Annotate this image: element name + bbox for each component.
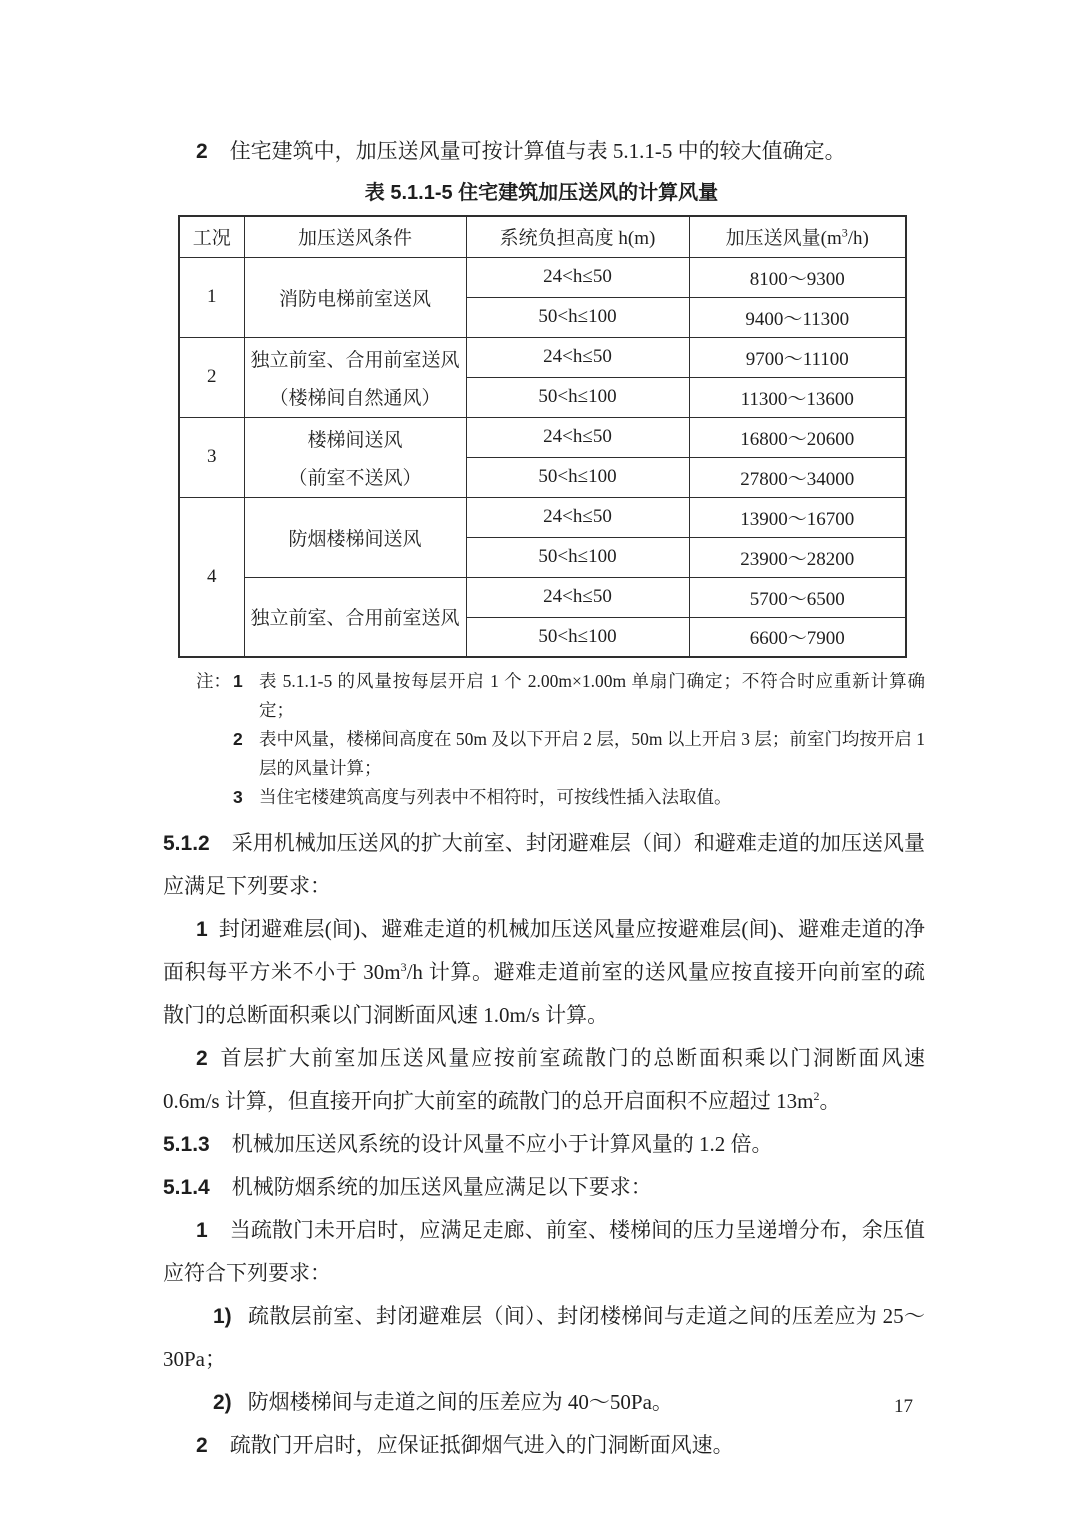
volume-cell: 6600～7900 bbox=[689, 617, 906, 657]
condition-column-header: 加压送风条件 bbox=[244, 216, 466, 257]
item-text: /h 计算。避难走道前室的送风量应按直接开向前室的疏散门的总断面积乘以门洞断面风速 1.0m/s 计算。 bbox=[163, 960, 925, 1027]
condition-cell: 防烟楼梯间送风 bbox=[244, 497, 466, 577]
volume-cell: 11300～13600 bbox=[689, 377, 906, 417]
section-text: 机械防烟系统的加压送风量应满足以下要求： bbox=[231, 1175, 652, 1199]
note-number: 2 bbox=[233, 729, 243, 749]
item-text: 疏散层前室、封闭避难层（间）、封闭楼梯间与走道之间的压差应为 25～30Pa； bbox=[163, 1304, 925, 1371]
section-text: 采用机械加压送风的扩大前室、封闭避难层（间）和避难走道的加压送风量应满足下列要求： bbox=[163, 831, 925, 898]
intro-item-number: 2 bbox=[196, 140, 208, 163]
height-range-cell: 24<h≤50 bbox=[466, 417, 689, 457]
item-number: 1) bbox=[213, 1305, 232, 1328]
note-item bbox=[163, 783, 925, 812]
intro-text: 住宅建筑中，加压送风量可按计算值与表 5.1.1-5 中的较大值确定。 bbox=[229, 139, 846, 163]
section-5-1-4-item-2 bbox=[163, 1424, 925, 1467]
document-page-content bbox=[163, 130, 925, 1467]
height-range-cell: 24<h≤50 bbox=[466, 257, 689, 297]
section-5-1-4-item-1 bbox=[163, 1209, 925, 1295]
table-row bbox=[179, 577, 906, 617]
condition-line-1: 独立前室、合用前室送风 bbox=[250, 349, 460, 371]
volume-cell: 13900～16700 bbox=[689, 497, 906, 537]
volume-header-text: 加压送风量(m bbox=[725, 228, 842, 250]
volume-cell: 23900～28200 bbox=[689, 537, 906, 577]
table-row bbox=[179, 257, 906, 297]
body-sections bbox=[163, 822, 925, 1467]
item-text: 防烟楼梯间与走道之间的压差应为 40～50Pa。 bbox=[247, 1390, 673, 1414]
note-text: 表中风量，楼梯间高度在 50m 及以下开启 2 层，50m 以上开启 3 层；前室门均按开启 1 层的风量计算； bbox=[259, 729, 925, 778]
note-text: 表 5.1.1-5 的风量按每层开启 1 个 2.00m×1.00m 单扇门确定；不符合时应重新计算确定； bbox=[259, 671, 925, 720]
note-number: 1 bbox=[233, 671, 243, 691]
volume-column-header bbox=[689, 216, 906, 257]
item-text: 首层扩大前室加压送风量应按前室疏散门的总断面积乘以门洞断面风速 0.6m/s 计算，但直接开向扩大前室的疏散门的总开启面积不应超过 13m bbox=[163, 1046, 925, 1113]
section-number: 5.1.2 bbox=[163, 832, 210, 855]
item-number: 2) bbox=[213, 1391, 232, 1414]
condition-line-1: 楼梯间送风 bbox=[307, 429, 403, 451]
section-5-1-2 bbox=[163, 822, 925, 908]
table-notes bbox=[163, 667, 925, 812]
item-number: 2 bbox=[196, 1434, 208, 1457]
note-number: 3 bbox=[233, 787, 243, 807]
section-5-1-4 bbox=[163, 1166, 925, 1209]
section-number: 5.1.3 bbox=[163, 1133, 210, 1156]
superscript: 3 bbox=[400, 960, 407, 974]
volume-cell: 9400～11300 bbox=[689, 297, 906, 337]
item-number: 2 bbox=[196, 1047, 208, 1070]
height-range-cell: 50<h≤100 bbox=[466, 377, 689, 417]
case-cell: 1 bbox=[179, 257, 244, 337]
item-text: 疏散门开启时，应保证抵御烟气进入的门洞断面风速。 bbox=[229, 1433, 734, 1457]
item-number: 1 bbox=[196, 1219, 208, 1242]
intro-paragraph bbox=[163, 130, 925, 173]
section-5-1-2-item-1 bbox=[163, 908, 925, 1037]
volume-cell: 16800～20600 bbox=[689, 417, 906, 457]
condition-line-2: （前室不送风） bbox=[288, 467, 422, 489]
height-range-cell: 24<h≤50 bbox=[466, 337, 689, 377]
note-item bbox=[163, 667, 925, 725]
height-range-cell: 50<h≤100 bbox=[466, 297, 689, 337]
height-range-cell: 50<h≤100 bbox=[466, 537, 689, 577]
volume-header-unit: /h) bbox=[847, 228, 869, 250]
table-header-row bbox=[179, 216, 906, 257]
table-row bbox=[179, 497, 906, 537]
volume-cell: 5700～6500 bbox=[689, 577, 906, 617]
section-5-1-3 bbox=[163, 1123, 925, 1166]
height-range-cell: 24<h≤50 bbox=[466, 577, 689, 617]
table-title: 表 5.1.1-5 住宅建筑加压送风的计算风量 bbox=[364, 182, 719, 204]
case-column-header: 工况 bbox=[179, 216, 244, 257]
item-text: 当疏散门未开启时，应满足走廊、前室、楼梯间的压力呈递增分布，余压值应符合下列要求： bbox=[163, 1218, 925, 1285]
note-item bbox=[163, 725, 925, 783]
volume-cell: 9700～11100 bbox=[689, 337, 906, 377]
page-number: 17 bbox=[894, 1396, 913, 1417]
volume-cell: 8100～9300 bbox=[689, 257, 906, 297]
item-number: 1 bbox=[196, 918, 208, 941]
case-cell: 2 bbox=[179, 337, 244, 417]
height-range-cell: 50<h≤100 bbox=[466, 617, 689, 657]
condition-cell bbox=[244, 337, 466, 417]
height-range-cell: 50<h≤100 bbox=[466, 457, 689, 497]
pressurized-air-supply-table bbox=[178, 215, 907, 658]
condition-cell: 独立前室、合用前室送风 bbox=[244, 577, 466, 657]
case-cell: 3 bbox=[179, 417, 244, 497]
section-5-1-4-item-1-sub-1 bbox=[163, 1295, 925, 1381]
condition-line-2: （楼梯间自然通风） bbox=[269, 387, 441, 409]
item-text: 。 bbox=[819, 1089, 841, 1113]
height-range-cell: 24<h≤50 bbox=[466, 497, 689, 537]
volume-header-superscript: 3 bbox=[841, 225, 848, 240]
table-row bbox=[179, 337, 906, 377]
table-row bbox=[179, 417, 906, 457]
superscript: 2 bbox=[813, 1089, 820, 1103]
condition-cell: 消防电梯前室送风 bbox=[244, 257, 466, 337]
height-column-header: 系统负担高度 h(m) bbox=[466, 216, 689, 257]
note-text: 当住宅楼建筑高度与列表中不相符时，可按线性插入法取值。 bbox=[259, 787, 732, 807]
condition-cell bbox=[244, 417, 466, 497]
case-cell: 4 bbox=[179, 497, 244, 657]
notes-label: 注： bbox=[196, 671, 231, 691]
section-text: 机械加压送风系统的设计风量不应小于计算风量的 1.2 倍。 bbox=[231, 1132, 773, 1156]
item-text: 封闭避难层(间)、避难走道的机械加压送风量应按避难层(间)、避难走道的净面积每平方米不小于 30m bbox=[163, 917, 925, 984]
section-number: 5.1.4 bbox=[163, 1176, 210, 1199]
section-5-1-2-item-2 bbox=[163, 1037, 925, 1123]
volume-cell: 27800～34000 bbox=[689, 457, 906, 497]
